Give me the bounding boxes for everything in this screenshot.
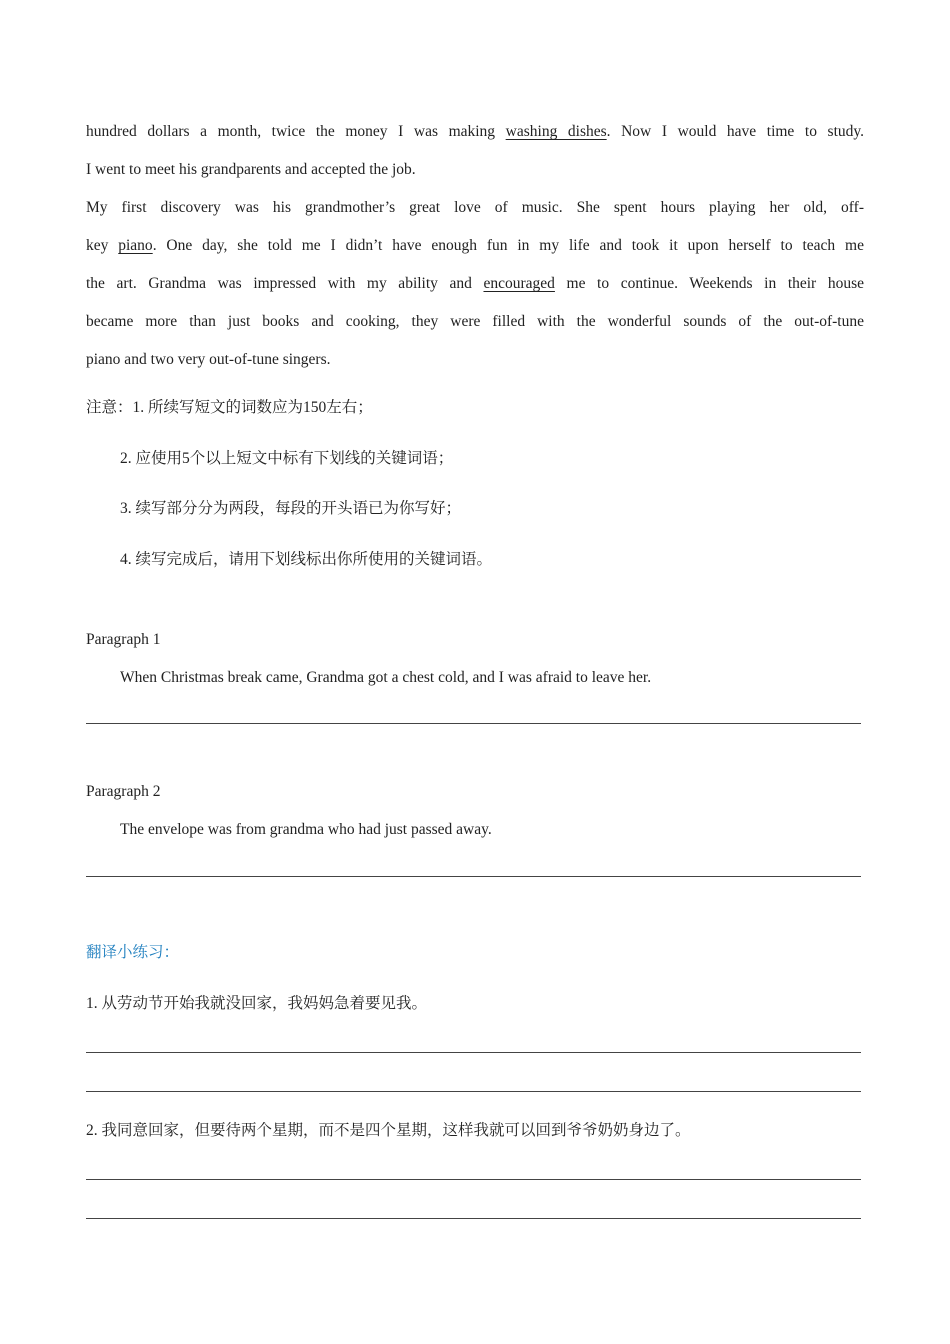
keyword-piano: piano: [118, 237, 153, 254]
note-4: [120, 549, 864, 570]
note-count: 150: [303, 399, 327, 416]
answer-line[interactable]: [86, 723, 861, 724]
question-text: 我同意回家，但要待两个星期，而不是四个星期，这样我就可以回到爷爷奶奶身边了。: [101, 1121, 691, 1139]
passage-line-7: piano and two very out-of-tune singers.: [86, 351, 331, 368]
passage-line-6: became more than just books and cooking, they were filled with the wonderful sounds of the out-of-tune: [86, 313, 864, 330]
translation-question-2: [86, 1120, 864, 1141]
keyword-washing-dishes: washing dishes: [505, 123, 607, 140]
answer-line[interactable]: [86, 876, 861, 877]
note-3: [120, 498, 864, 519]
answer-line[interactable]: [86, 1091, 861, 1092]
note-number: 4.: [120, 551, 136, 568]
note-text: 左右；: [326, 398, 373, 416]
answer-line[interactable]: [86, 1052, 861, 1053]
answer-line[interactable]: [86, 1179, 861, 1180]
note-count: 5: [182, 450, 190, 467]
translation-heading: 翻译小练习：: [86, 943, 180, 961]
note-text: 个以上短文中标有下划线的关键词语；: [189, 449, 454, 467]
passage-text: the art. Grandma was impressed with my ability and: [86, 275, 484, 292]
passage-text: hundred dollars a month, twice the money I was making: [86, 123, 506, 140]
note-2: [120, 448, 864, 469]
passage-text: me to continue. Weekends in their house: [554, 275, 864, 292]
paragraph-1-opening: When Christmas break came, Grandma got a chest cold, and I was afraid to leave her.: [120, 669, 652, 686]
question-number: 1.: [86, 995, 102, 1012]
note-number: 1.: [132, 399, 149, 416]
note-text: 应使用: [135, 449, 183, 467]
note-text: 续写完成后，请用下划线标出你所使用的关键词语。: [135, 550, 493, 568]
question-text: 从劳动节开始我就没回家，我妈妈急着要见我。: [101, 994, 428, 1012]
paragraph-2-heading: Paragraph 2: [86, 783, 161, 800]
answer-line[interactable]: [86, 1218, 861, 1219]
passage-text: key: [86, 237, 119, 254]
question-number: 2.: [86, 1122, 102, 1139]
note-text: 续写部分分为两段，每段的开头语已为你写好；: [135, 499, 462, 517]
passage-line-5: [86, 274, 864, 294]
paragraph-2-opening: The envelope was from grandma who had just passed away.: [120, 821, 492, 838]
translation-question-1: [86, 993, 864, 1014]
note-text: 所续写短文的词数应为: [148, 398, 304, 416]
passage-line-4: [86, 236, 864, 256]
note-number: 3.: [120, 500, 136, 517]
note-prefix: 注意：: [86, 398, 133, 416]
passage-text: . Now I would have time to study.: [606, 123, 864, 140]
paragraph-1-heading: Paragraph 1: [86, 631, 161, 648]
note-1: [86, 397, 864, 418]
passage-text: . One day, she told me I didn’t have enough fun in my life and took it upon herself to teach me: [152, 237, 864, 254]
note-number: 2.: [120, 450, 136, 467]
keyword-encouraged: encouraged: [483, 275, 555, 292]
passage-line-1: [86, 122, 864, 142]
passage-line-3: My first discovery was his grandmother’s great love of music. She spent hours playing her old, off-: [86, 199, 864, 216]
passage-line-2: I went to meet his grandparents and accepted the job.: [86, 161, 416, 178]
